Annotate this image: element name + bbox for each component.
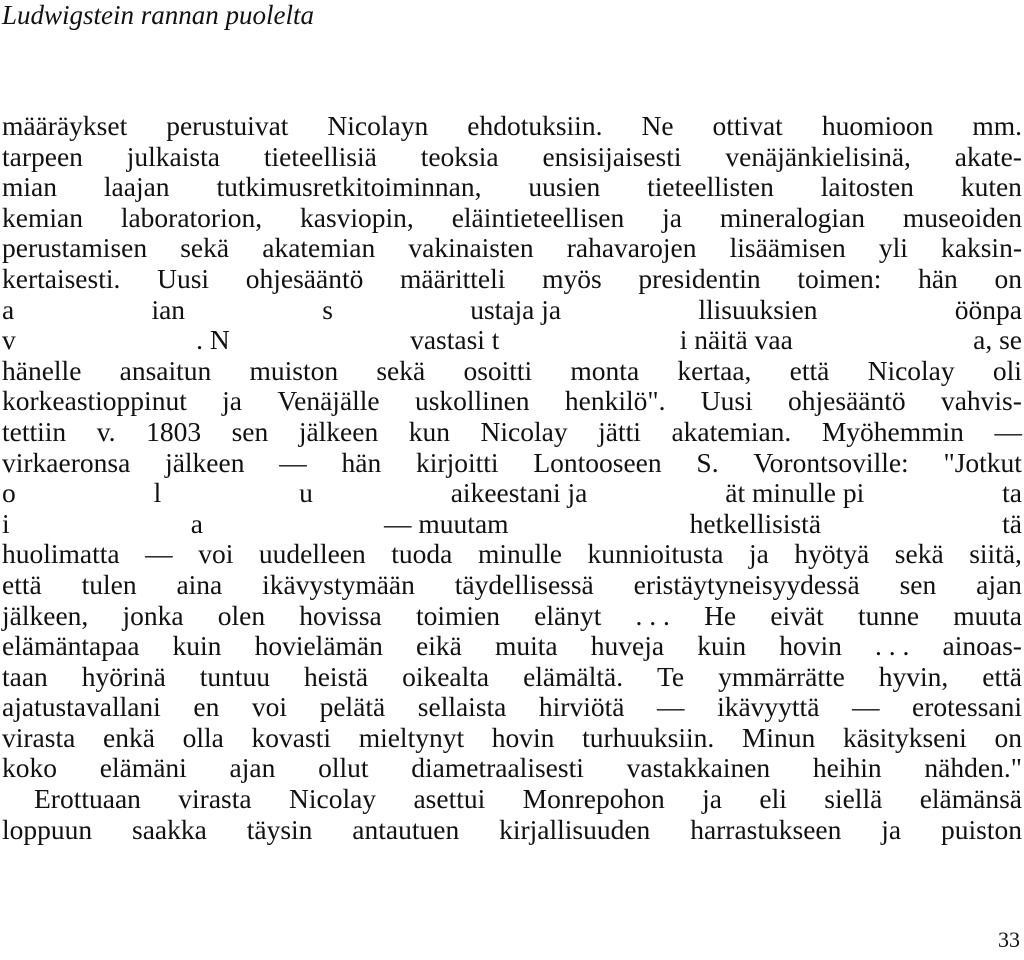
- word: hovin: [491, 721, 555, 753]
- word: käsitykseni: [843, 721, 967, 753]
- word: v.: [96, 415, 116, 447]
- word: ja: [749, 538, 769, 570]
- word: a: [2, 293, 15, 325]
- word: kertaisesti.: [2, 262, 121, 294]
- word: täydellisessä: [454, 568, 594, 600]
- word: että: [2, 568, 42, 600]
- text-line: [2, 448, 1022, 479]
- word: heistä: [303, 660, 369, 692]
- word: eristäytyneisyydessä: [633, 568, 860, 600]
- word: kirjoitti: [416, 446, 499, 478]
- word: ät minulle pi: [725, 477, 865, 509]
- word: ajan: [229, 752, 276, 784]
- word: Minun: [741, 721, 816, 753]
- word: loppuun: [2, 813, 93, 845]
- word: yli: [878, 232, 908, 264]
- word: vahvis-: [940, 385, 1022, 417]
- word: tulen: [81, 568, 137, 600]
- word: uudelleen: [258, 538, 366, 570]
- word: . . .: [635, 599, 670, 631]
- word: elämäni: [99, 752, 187, 784]
- word: mineralogian: [719, 201, 865, 233]
- word: . N: [196, 324, 230, 356]
- word: siitä,: [969, 538, 1022, 570]
- word: kasviopin,: [299, 201, 414, 233]
- word: antautuen: [352, 813, 460, 845]
- word: tieteellisten: [647, 171, 774, 203]
- word: ymmärrätte: [718, 660, 845, 692]
- word: "Jotkut: [943, 446, 1022, 478]
- text-line: [2, 815, 1022, 846]
- word: ja: [881, 813, 902, 845]
- word: asettui: [413, 783, 486, 815]
- word: monta: [570, 354, 640, 386]
- text-line: [2, 784, 1022, 815]
- word: Nicolayn: [327, 110, 429, 141]
- word: kirjallisuuden: [499, 813, 651, 845]
- word: kovasti: [251, 721, 331, 753]
- word: presidentin: [638, 262, 761, 294]
- word: teoksia: [420, 140, 499, 172]
- word: hetkellisistä: [689, 507, 822, 539]
- text-line: [2, 417, 1022, 448]
- word: uskollinen: [414, 385, 530, 417]
- word: —: [657, 691, 685, 723]
- text-line: [2, 142, 1022, 173]
- text-line: [2, 570, 1022, 601]
- word: määritteli: [400, 262, 506, 294]
- word: eli: [759, 783, 787, 815]
- word: Te: [657, 660, 685, 692]
- word: 1803: [146, 415, 202, 447]
- text-line: [2, 631, 1022, 662]
- word: öönpa: [954, 293, 1022, 325]
- word: — muutam: [384, 507, 509, 539]
- word: elämäntapaa: [2, 630, 140, 662]
- word: Uusi: [157, 262, 210, 294]
- word: saakka: [132, 813, 207, 845]
- text-line: [2, 233, 1022, 264]
- word: Uusi: [700, 385, 753, 417]
- word: ikävystymään: [262, 568, 415, 600]
- word: ajan: [976, 568, 1022, 600]
- text-line: [2, 295, 1022, 326]
- word: Erottuaan: [34, 783, 141, 815]
- word: perustamisen: [2, 232, 148, 264]
- word: S.: [696, 446, 719, 478]
- word: korkeastioppinut: [2, 385, 187, 417]
- word: a: [190, 507, 203, 539]
- word: tunne: [857, 599, 920, 631]
- word: —: [851, 691, 880, 723]
- word: hyörinä: [81, 660, 166, 692]
- text-line: [2, 203, 1022, 234]
- text-line: [2, 723, 1022, 754]
- word: elänyt: [534, 599, 602, 631]
- word: uusien: [528, 171, 601, 203]
- word: mm.: [972, 110, 1022, 141]
- word: virkaeronsa: [2, 446, 131, 478]
- word: puiston: [940, 813, 1022, 845]
- word: elämältä.: [523, 660, 624, 692]
- text-line: [2, 539, 1022, 570]
- word: ja: [662, 201, 682, 233]
- text-line: [2, 111, 1022, 142]
- word: heihin: [812, 752, 882, 784]
- word: myös: [542, 262, 602, 294]
- word: Venäjälle: [277, 385, 380, 417]
- word: että: [982, 660, 1022, 692]
- word: sekä: [376, 354, 426, 386]
- word: oli: [992, 354, 1022, 386]
- word: tuoda: [391, 538, 453, 570]
- word: ustaja ja: [470, 293, 562, 325]
- word: kuin: [697, 630, 747, 662]
- word: Ne: [641, 110, 674, 141]
- word: i: [2, 507, 10, 539]
- word: virasta: [2, 721, 76, 753]
- word: huolimatta: [2, 538, 120, 570]
- word: i näitä vaa: [679, 324, 793, 356]
- word: aina: [176, 568, 223, 600]
- word: hyvin,: [878, 660, 949, 692]
- word: koko: [2, 752, 57, 784]
- word: jätti: [598, 415, 641, 447]
- word: kemian: [2, 201, 83, 233]
- word: en: [193, 691, 220, 723]
- word: elämänsä: [919, 783, 1022, 815]
- word: Lontooseen: [533, 446, 662, 478]
- word: ehdotuksiin.: [467, 110, 603, 141]
- word: Myöhemmin: [821, 415, 964, 447]
- word: sen: [231, 415, 269, 447]
- word: akate-: [954, 140, 1022, 172]
- word: voi: [251, 691, 288, 723]
- word: sekä: [894, 538, 944, 570]
- word: kaksin-: [941, 232, 1022, 264]
- word: akatemian.: [671, 415, 792, 447]
- word: museoiden: [902, 201, 1022, 233]
- word: siellä: [824, 783, 883, 815]
- word: s: [322, 293, 333, 325]
- word: tuntuu: [199, 660, 271, 692]
- word: pelätä: [319, 691, 386, 723]
- body-text: [2, 111, 1022, 845]
- word: ta: [1002, 477, 1022, 509]
- word: laajan: [103, 171, 170, 203]
- word: hovielämän: [254, 630, 383, 662]
- word: . . .: [875, 630, 910, 662]
- word: jälkeen: [298, 415, 379, 447]
- word: ottivat: [712, 110, 783, 141]
- word: venäjänkielisinä,: [725, 140, 911, 172]
- text-line: [2, 172, 1022, 203]
- word: ian: [151, 293, 186, 325]
- word: muita: [494, 630, 558, 662]
- word: taan: [2, 660, 48, 692]
- word: ja: [222, 385, 243, 417]
- word: aikeestani ja: [450, 477, 588, 509]
- word: sekä: [180, 232, 230, 264]
- word: kuten: [960, 171, 1022, 203]
- word: He: [704, 599, 737, 631]
- page-number: 33: [998, 927, 1020, 952]
- word: minulle: [477, 538, 562, 570]
- word: täysin: [246, 813, 313, 845]
- word: vastakkainen: [626, 752, 771, 784]
- word: tettiin: [2, 415, 67, 447]
- word: kunnioitusta: [587, 538, 724, 570]
- text-line: [2, 325, 1022, 356]
- word: eivät: [770, 599, 824, 631]
- word: on: [994, 262, 1022, 294]
- word: harrastukseen: [690, 813, 842, 845]
- word: lisäämisen: [729, 232, 846, 264]
- word: toimien: [415, 599, 500, 631]
- word: laboratorion,: [120, 201, 263, 233]
- word: tieteellisiä: [263, 140, 377, 172]
- word: u: [299, 477, 313, 509]
- word: erotessani: [912, 691, 1022, 723]
- word: jälkeen: [165, 446, 245, 478]
- word: ohjesääntö: [245, 262, 364, 294]
- text-line: [2, 601, 1022, 632]
- word: ainoas-: [942, 630, 1022, 662]
- text-line: [2, 386, 1022, 417]
- word: —: [145, 538, 173, 570]
- word: osoitti: [463, 354, 533, 386]
- word: hovin: [779, 630, 842, 662]
- word: virasta: [178, 783, 252, 815]
- word: jälkeen,: [2, 599, 89, 631]
- word: huveja: [590, 630, 665, 662]
- text-line: [2, 356, 1022, 387]
- word: toimen:: [797, 262, 882, 294]
- word: muuta: [953, 599, 1022, 631]
- word: hyötyä: [794, 538, 870, 570]
- word: mieltynyt: [358, 721, 465, 753]
- word: rahavarojen: [566, 232, 697, 264]
- word: Vorontsoville:: [753, 446, 909, 478]
- word: että: [789, 354, 830, 386]
- word: olla: [182, 721, 224, 753]
- word: olen: [217, 599, 266, 631]
- word: diametraalisesti: [411, 752, 584, 784]
- word: l: [153, 477, 162, 509]
- word: mian: [2, 171, 57, 203]
- word: kun: [408, 415, 450, 447]
- word: Nicolay: [867, 354, 955, 386]
- word: hovissa: [299, 599, 382, 631]
- word: tarpeen: [2, 140, 83, 172]
- word: laitosten: [820, 171, 914, 203]
- word: sellaista: [417, 691, 507, 723]
- word: vakinaisten: [408, 232, 534, 264]
- word: eikä: [416, 630, 462, 662]
- text-line: [2, 264, 1022, 295]
- word: hän: [918, 262, 958, 294]
- word: hirviötä: [538, 691, 625, 723]
- running-head: Ludwigstein rannan puolelta: [2, 0, 315, 30]
- text-line: [2, 692, 1022, 723]
- word: huomioon: [821, 110, 934, 141]
- word: ensisijaisesti: [542, 140, 682, 172]
- word: ollut: [318, 752, 369, 784]
- word: llisuuksien: [698, 293, 818, 325]
- word: ansaitun: [119, 354, 212, 386]
- word: v: [2, 324, 16, 356]
- word: hän: [341, 446, 382, 478]
- text-line: [2, 662, 1022, 693]
- word: oikealta: [402, 660, 490, 692]
- word: muiston: [249, 354, 339, 386]
- word: o: [2, 477, 16, 509]
- word: vastasi t: [410, 324, 500, 356]
- word: —: [994, 415, 1022, 447]
- word: julkaista: [126, 140, 220, 172]
- word: Monrepohon: [522, 783, 665, 815]
- text-line: [2, 509, 1022, 540]
- word: nähden.": [924, 752, 1022, 784]
- word: ikävyyttä: [717, 691, 820, 723]
- word: sen: [899, 568, 937, 600]
- word: henkilö".: [564, 385, 666, 417]
- word: —: [279, 446, 307, 478]
- word: jonka: [122, 599, 184, 631]
- word: on: [994, 721, 1022, 753]
- word: kuin: [172, 630, 222, 662]
- word: Nicolay: [480, 415, 568, 447]
- word: akatemian: [262, 232, 376, 264]
- word: enkä: [103, 721, 155, 753]
- word: ohjesääntö: [788, 385, 906, 417]
- word: hänelle: [2, 354, 82, 386]
- word: eläintieteellisen: [451, 201, 625, 233]
- text-line: [2, 753, 1022, 784]
- word: ja: [702, 783, 722, 815]
- word: tutkimusretkitoiminnan,: [216, 171, 482, 203]
- word: perustuivat: [166, 110, 289, 141]
- word: voi: [198, 538, 234, 570]
- text-line: [2, 478, 1022, 509]
- word: a, se: [973, 324, 1022, 356]
- word: kertaa,: [677, 354, 752, 386]
- word: Nicolay: [289, 783, 377, 815]
- word: turhuuksiin.: [582, 721, 715, 753]
- word: määräykset: [2, 110, 128, 141]
- word: ajatustavallani: [2, 691, 161, 723]
- word: tä: [1002, 507, 1022, 539]
